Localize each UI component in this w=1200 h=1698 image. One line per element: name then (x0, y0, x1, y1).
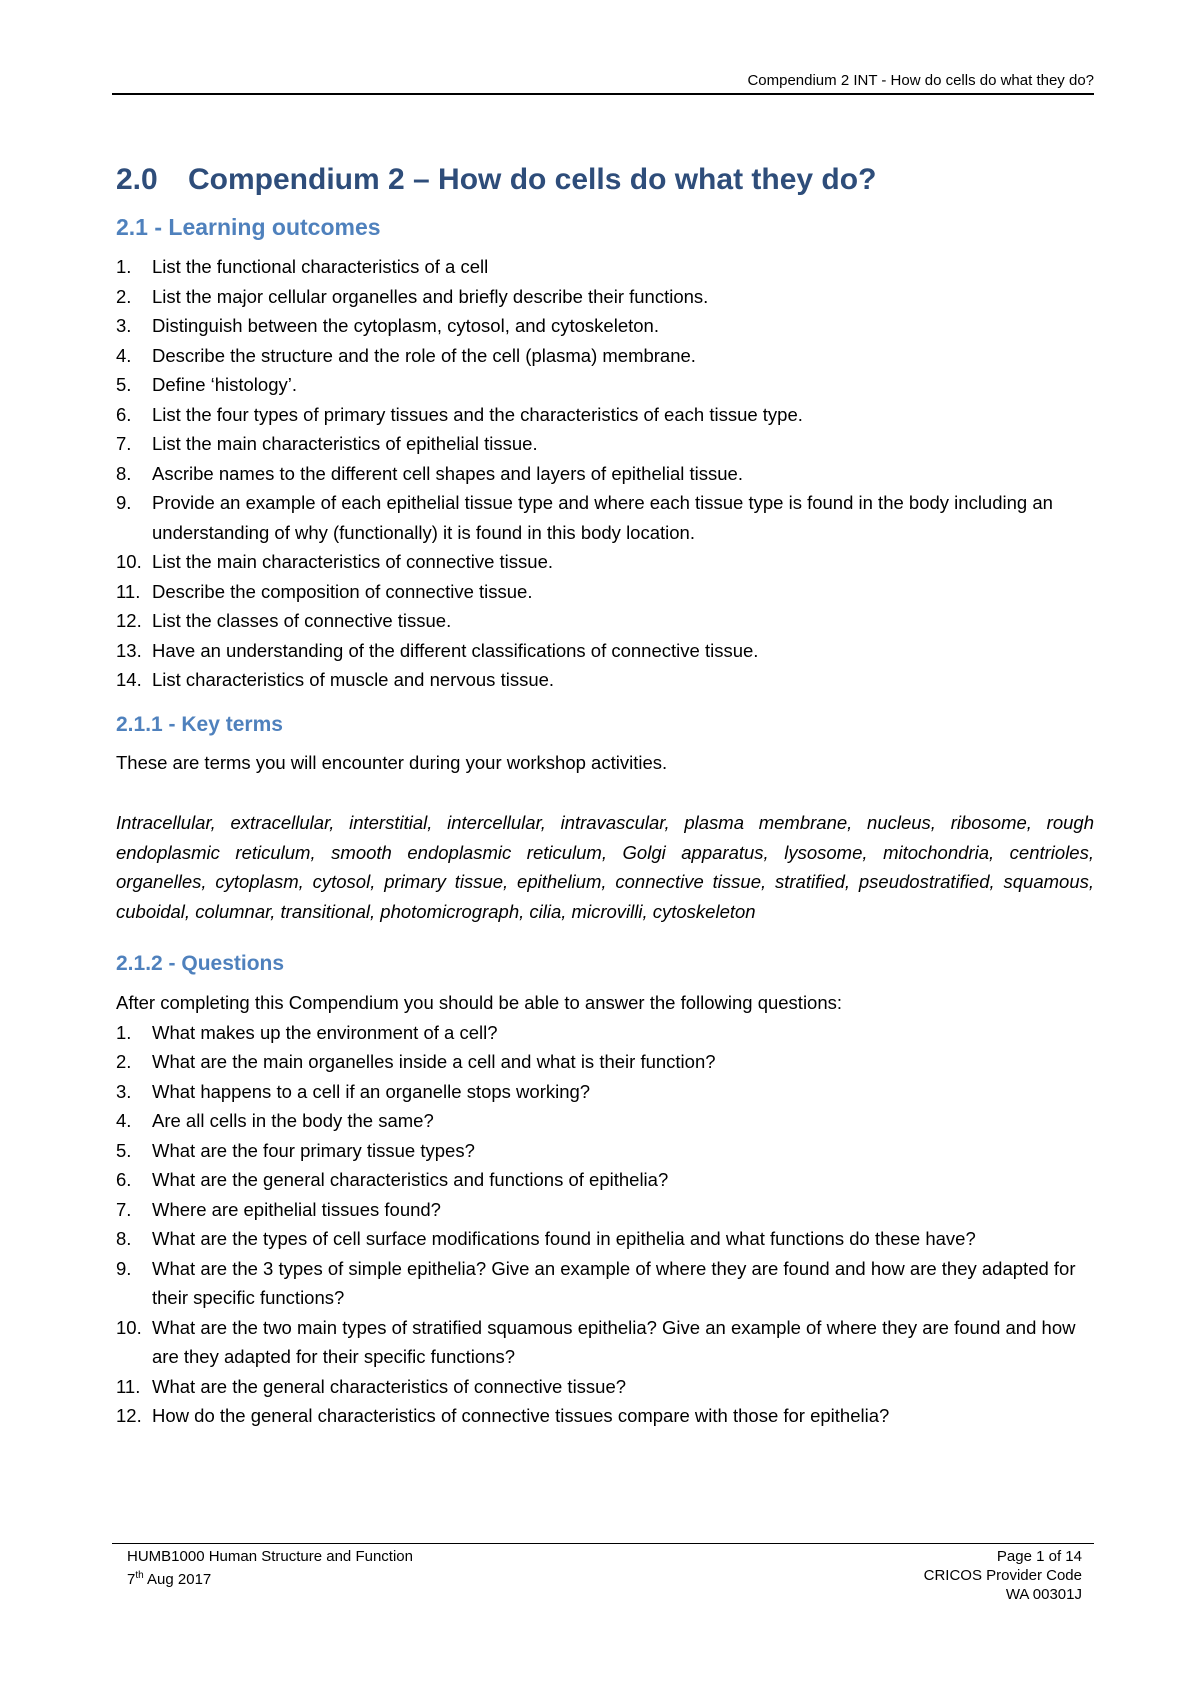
header-divider (112, 93, 1094, 95)
learning-outcome-item-number: 1. (116, 256, 132, 277)
learning-outcome-item-text: List the classes of connective tissue. (152, 610, 452, 631)
key-terms-heading: 2.1.1 - Key terms (116, 712, 283, 736)
question-item (116, 1313, 1094, 1372)
title-text: Compendium 2 – How do cells do what they do? (188, 163, 877, 196)
question-item-number: 4. (116, 1110, 132, 1131)
question-item-number: 12. (116, 1405, 142, 1426)
learning-outcome-item (116, 370, 1094, 400)
footer-date: 7th Aug 2017 (127, 1570, 212, 1588)
learning-outcome-item (116, 606, 1094, 636)
question-item (116, 1254, 1094, 1313)
learning-outcome-item-number: 12. (116, 610, 142, 631)
learning-outcome-item (116, 459, 1094, 489)
learning-outcome-item-number: 9. (116, 492, 132, 513)
question-item-text: What are the four primary tissue types? (152, 1139, 475, 1161)
page-title (116, 162, 1094, 198)
learning-outcome-item-text: Describe the structure and the role of the cell (plasma) membrane. (152, 344, 696, 366)
question-item-text: Where are epithelial tissues found? (152, 1198, 441, 1220)
question-item-text: What happens to a cell if an organelle stops working? (152, 1080, 591, 1102)
question-item-text: What are the types of cell surface modifications found in epithelia and what functions do these have? (152, 1228, 976, 1249)
question-item (116, 1077, 1094, 1107)
footer-right (800, 1547, 1082, 1604)
question-item (116, 1106, 1094, 1136)
question-item (116, 1165, 1094, 1195)
question-item-text: What are the main organelles inside a cell and what is their function? (152, 1051, 716, 1072)
key-terms-intro: These are terms you will encounter during your workshop activities. (116, 751, 668, 773)
learning-outcome-item-number: 10. (116, 551, 142, 572)
learning-outcome-item (116, 577, 1094, 607)
question-item-number: 1. (116, 1021, 132, 1043)
learning-outcome-item-text: List the main characteristics of epithelial tissue. (152, 433, 538, 454)
questions-list (116, 1018, 1094, 1431)
learning-outcome-item-text: Define ‘histology’. (152, 374, 297, 395)
question-item (116, 1372, 1094, 1402)
title-number: 2.0 (116, 163, 158, 196)
question-item-number: 9. (116, 1257, 132, 1279)
question-item-number: 8. (116, 1228, 132, 1249)
learning-outcome-item-number: 5. (116, 374, 132, 395)
learning-outcome-item-text: Have an understanding of the different classifications of connective tissue. (152, 639, 759, 661)
questions-heading: 2.1.2 - Questions (116, 952, 285, 975)
learning-outcome-item-number: 4. (116, 344, 132, 366)
footer-left (127, 1547, 413, 1589)
question-item-number: 6. (116, 1169, 132, 1190)
question-item (116, 1401, 1094, 1431)
learning-outcome-item-number: 2. (116, 285, 132, 307)
learning-outcome-item (116, 488, 1094, 547)
question-item-text: What are the 3 types of simple epithelia? Give an example of where they are found and how are they adapted for their specific functions? (152, 1257, 1076, 1308)
learning-outcome-item (116, 311, 1094, 341)
questions-intro: After completing this Compendium you should be able to answer the following questions: (116, 992, 843, 1013)
learning-outcome-item-text: Provide an example of each epithelial tissue type and where each tissue type is found in the body including an understanding of why (functionally) it is found in this body location. (152, 492, 1053, 543)
learning-outcome-item-text: List the main characteristics of connective tissue. (152, 551, 554, 572)
learning-outcome-item-text: Ascribe names to the different cell shapes and layers of epithelial tissue. (152, 462, 743, 484)
question-item (116, 1136, 1094, 1166)
question-item (116, 1047, 1094, 1077)
question-item-text: Are all cells in the body the same? (152, 1110, 434, 1131)
learning-outcome-item-text: Distinguish between the cytoplasm, cytosol, and cytoskeleton. (152, 315, 659, 336)
question-item-text: What are the general characteristics and functions of epithelia? (152, 1169, 669, 1190)
learning-outcome-item-text: Describe the composition of connective tissue. (152, 580, 533, 602)
footer-course: HUMB1000 Human Structure and Function (127, 1548, 413, 1565)
learning-outcome-item-number: 7. (116, 433, 132, 454)
question-item-number: 10. (116, 1316, 142, 1338)
learning-outcome-item-number: 13. (116, 639, 142, 661)
learning-outcome-item-text: List the functional characteristics of a cell (152, 256, 489, 277)
question-item-text: What makes up the environment of a cell? (152, 1021, 498, 1043)
learning-outcome-item-number: 11. (116, 580, 141, 602)
footer-cricos-code: WA 00301J (1005, 1586, 1082, 1603)
learning-outcome-item (116, 400, 1094, 430)
question-item-text: How do the general characteristics of connective tissues compare with those for epithelia? (152, 1405, 890, 1426)
question-item-number: 3. (116, 1080, 132, 1102)
learning-outcome-item (116, 341, 1094, 371)
learning-outcome-item (116, 665, 1094, 695)
question-item-number: 11. (116, 1375, 141, 1397)
learning-outcome-item-number: 8. (116, 462, 132, 484)
learning-outcome-item-number: 3. (116, 315, 132, 336)
footer-cricos-label: CRICOS Provider Code (923, 1567, 1082, 1584)
learning-outcome-item (116, 282, 1094, 312)
footer-divider (112, 1543, 1094, 1544)
learning-outcome-item-text: List the four types of primary tissues and the characteristics of each tissue type. (152, 403, 803, 425)
key-terms-text: Intracellular, extracellular, interstitial, intercellular, intravascular, plasma membrane, nucleus, ribosome, rough endoplasmic reticulum, smooth endoplasmic reticulum, Golgi apparatus, lysosome, mitochondria, centrioles, organelles, cytoplasm, cytosol, primary tissue, epithelium, connective tissue, stratified, pseudostratified, squamous, cuboidal, columnar, transitional, photomicrograph, cilia, microvilli, cytoskeleton (116, 812, 1094, 922)
question-item (116, 1195, 1094, 1225)
learning-outcome-item (116, 252, 1094, 282)
learning-outcome-item-text: List characteristics of muscle and nervous tissue. (152, 669, 555, 690)
question-item-text: What are the general characteristics of connective tissue? (152, 1375, 627, 1397)
page-content (116, 162, 1094, 1431)
question-item-number: 5. (116, 1139, 132, 1161)
learning-outcome-item (116, 429, 1094, 459)
question-item-number: 2. (116, 1051, 132, 1072)
learning-outcome-item (116, 636, 1094, 666)
learning-outcomes-heading: 2.1 - Learning outcomes (116, 214, 381, 240)
question-item-text: What are the two main types of stratified squamous epithelia? Give an example of where they are found and how are they adapted for their specific functions? (152, 1316, 1076, 1367)
learning-outcome-item (116, 547, 1094, 577)
learning-outcome-item-number: 14. (116, 669, 142, 690)
question-item (116, 1224, 1094, 1254)
learning-outcome-item-text: List the major cellular organelles and briefly describe their functions. (152, 285, 709, 307)
learning-outcomes-list (116, 252, 1094, 695)
footer-page-number: Page 1 of 14 (996, 1548, 1082, 1565)
learning-outcome-item-number: 6. (116, 403, 132, 425)
question-item (116, 1018, 1094, 1048)
question-item-number: 7. (116, 1198, 132, 1220)
running-header: Compendium 2 INT - How do cells do what they do? (747, 72, 1094, 89)
